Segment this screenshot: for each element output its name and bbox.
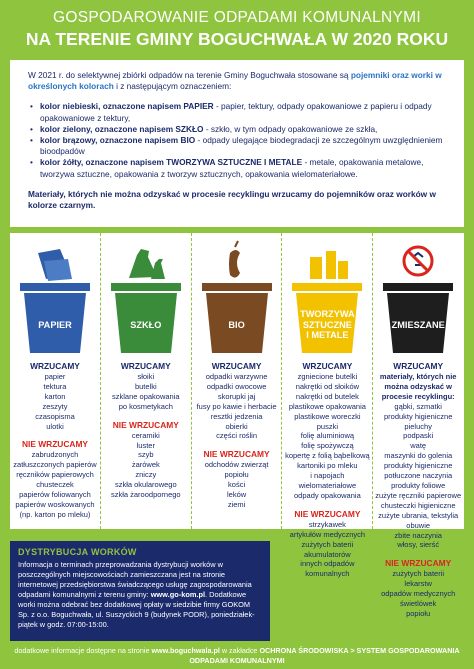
no-item: lekarstw (404, 579, 432, 589)
bin-color-item-title: kolor żółty, oznaczone napisem TWORZYWA SZTUCZNE I METALE (40, 157, 303, 168)
cans-icon-part (310, 257, 322, 279)
distribution-heading: DYSTRYBUCJA WORKÓW (18, 547, 137, 557)
no-header: NIE WRZUCAMY (203, 449, 270, 460)
bottle-icon (129, 249, 165, 279)
yes-item: produkty foliowe (391, 480, 446, 490)
yes-item: kopertę z folią bąbelkową (285, 451, 370, 461)
bin-label (192, 320, 282, 331)
no-item: papierów woskowanych (15, 499, 95, 509)
no-item: żarówek (131, 460, 160, 470)
no-item: chusteczek (36, 480, 74, 490)
yes-item: wielomateriałowe (298, 480, 357, 490)
bin-label (101, 320, 191, 331)
bin-label-line: I METALE (306, 330, 349, 341)
no-item: kości (228, 480, 246, 490)
yes-item: zużyte ręczniki papierowe (375, 490, 462, 500)
bin-color-item (28, 135, 452, 157)
no-item: artykułów medycznych (289, 529, 366, 539)
yes-item: plastikowe opakowania (288, 401, 366, 411)
bin-rules (101, 361, 191, 500)
footer-link[interactable]: www.boguchwala.pl (151, 646, 220, 655)
yes-item: butelki (134, 381, 157, 391)
bin-color-item-title: kolor zielony, oznaczone napisem SZKŁO (40, 123, 204, 134)
bin-label-line: PAPIER (38, 319, 72, 330)
bin-lid (20, 283, 90, 291)
intro-note: Materiały, których nie można odzyskać w procesie recyklingu wrzucamy do pojemników oraz worków w kolorze czarnym. (28, 188, 436, 211)
bin-rules (10, 361, 100, 520)
paper-icon-part (44, 259, 72, 281)
intro-lead-highlight: pojemniki oraz worki w określonych kolorach (28, 70, 442, 92)
title-line-2: NA TERENIE GMINY BOGUCHWAŁA W 2020 ROKU (25, 29, 449, 49)
distribution-link[interactable]: www.go-kom.pl (150, 590, 206, 599)
bin-lid (111, 283, 181, 291)
bin-graphic (373, 233, 463, 358)
yes-subheader: materiały, których nie można odzyskać w procesie recyklingu: (379, 372, 457, 401)
bin-lid (383, 283, 453, 291)
no-item: popiołu (224, 470, 249, 480)
yes-item: folię spożywczą (301, 441, 354, 451)
footer (0, 646, 474, 666)
no-item: akumulatorów (304, 549, 351, 559)
yes-item: części roślin (216, 431, 258, 441)
distribution-text-b: . Dodatkowe worki można odebrać bez dodatkowej opłaty w siedzibie firmy GOKOM Sp. z o.o. Boguchwała, ul. Suszyckich 9 (budynek PODR), poniedziałek-piątek w godz. 07:00-15:00. (18, 590, 255, 629)
no-item: zużytych baterii (392, 569, 445, 579)
bin-color-item-text: - papier, tektury, odpady opakowaniowe z papieru i odpady opakowaniowe z tektury, (40, 101, 432, 123)
no-item: (np. karton po mleku) (19, 509, 91, 519)
no-item: ziemi (227, 499, 246, 509)
no-item: innych odpadów (300, 559, 355, 569)
yes-item: folię aluminiową (300, 431, 355, 441)
yes-item: kartoniki po mleku (297, 461, 358, 471)
yes-header: WRZUCAMY (211, 361, 262, 371)
no-item: popiołu (406, 608, 431, 618)
no-item: odpadów medycznych (381, 589, 456, 599)
no-item: strzykawek (308, 519, 346, 529)
yes-item: resztki jedzenia (210, 411, 263, 421)
bin-color-list (28, 101, 452, 179)
yes-header: WRZUCAMY (393, 361, 444, 371)
yes-item: puszki (316, 421, 339, 431)
no-item: szkła okularowego (114, 480, 177, 490)
yes-header: WRZUCAMY (120, 361, 171, 371)
bin-color-item-title: kolor brązowy, oznaczone napisem BIO (40, 135, 196, 146)
intro-panel (10, 60, 464, 227)
yes-item: watę (410, 441, 427, 451)
yes-item: produkty higieniczne (383, 411, 453, 421)
no-item: leków (227, 490, 247, 500)
no-header: NIE WRZUCAMY (112, 419, 179, 430)
bin-column-bio (192, 233, 283, 529)
cans-icon-part (338, 261, 348, 279)
bin-color-item (28, 101, 452, 123)
yes-item: gąbki, szmatki (394, 401, 442, 411)
bin-label (373, 320, 463, 331)
distribution-box (10, 541, 270, 641)
page-title (0, 8, 474, 50)
title-line-1: GOSPODAROWANIE ODPADAMI KOMUNALNYMI (53, 9, 421, 26)
yes-item: chusteczki higieniczne (380, 500, 456, 510)
yes-item: słoiki (137, 372, 155, 381)
yes-item: karton (44, 391, 66, 401)
yes-item: skorupki jaj (217, 391, 256, 401)
yes-item: plastikowe woreczki (294, 411, 361, 421)
yes-item: odpadki warzywne (205, 372, 268, 381)
yes-item: produkty higieniczne (383, 461, 453, 471)
no-header: NIE WRZUCAMY (21, 439, 89, 450)
yes-item: czasopisma (35, 411, 75, 421)
no-item: szyb (138, 450, 154, 460)
bin-graphic (10, 233, 100, 358)
bin-color-item-title: kolor niebieski, oznaczone napisem PAPIER (40, 101, 214, 112)
apple-core-icon-part (235, 241, 238, 247)
yes-item: zeszyty (42, 401, 68, 411)
paper-icon (38, 249, 72, 281)
no-recycling-icon (404, 247, 432, 275)
yes-header: WRZUCAMY (302, 361, 353, 371)
no-item: luster (136, 440, 155, 450)
yes-item: po kosmetykach (118, 401, 173, 411)
no-item: szkła żaroodpornego (110, 490, 181, 500)
cans-icon-part (326, 251, 336, 279)
bin-lid (292, 283, 362, 291)
yes-item: nakrętki od butelek (295, 391, 359, 401)
yes-item: zużyte ubrania, tekstylia (378, 510, 459, 520)
bin-label-line: TWORZYWA (300, 309, 355, 320)
no-item: zniczy (135, 470, 157, 480)
bin-rules (192, 361, 282, 510)
bin-rules (282, 361, 372, 579)
bin-label (10, 320, 100, 331)
yes-item: ulotki (46, 421, 64, 431)
yes-item: zgniecione butelki (297, 372, 358, 381)
yes-item: papier (44, 372, 66, 381)
intro-lead (28, 70, 452, 92)
footer-text-a: dodatkowe informacje dostępne na stronie (14, 646, 152, 655)
yes-item: fusy po kawie i herbacie (196, 401, 277, 411)
cans-icon (310, 251, 348, 279)
yes-item: podpaski (403, 431, 434, 441)
bin-label-line: BIO (228, 319, 245, 330)
no-item: ręczników papierowych (16, 470, 94, 480)
no-item: papierów foliowanych (19, 490, 91, 500)
distribution-text (18, 560, 262, 630)
footer-section: OCHRONA ŚRODOWISKA > SYSTEM GOSPODAROWANIA ODPADAMI KOMUNALNYMI (189, 646, 460, 665)
no-item: zużytych baterii (301, 539, 354, 549)
no-header: NIE WRZUCAMY (385, 558, 452, 569)
yes-item: nakrętki od słoików (295, 381, 360, 391)
bin-graphic (101, 233, 191, 358)
yes-item: odpadki owocowe (206, 381, 267, 391)
yes-item: maszynki do golenia (384, 451, 453, 461)
bin-color-item-text: - metale, opakowania metalowe, tworzywa sztuczne, opakowania z tworzyw sztucznych, opakowania wielomateriałowe. (40, 157, 424, 179)
no-item: zatłuszczonych papierów (13, 460, 97, 470)
apple-core-icon-part (229, 250, 240, 278)
bin-color-item-text: - szkło, w tym odpady opakowaniowe ze szkła, (203, 123, 378, 134)
bin-color-item (28, 124, 452, 135)
yes-header: WRZUCAMY (30, 361, 80, 371)
apple-core-icon (229, 241, 240, 278)
bin-rules (373, 361, 463, 619)
distribution-text-a: Informacja o terminach przeprowadzania dystrybucji worków w poszczególnych miejscowościach zamieszczana jest na stronie internetowej przedsiębiorstwa świadczącego usługę zagospodarowania odpadami komunalnymi z terenu gminy: (18, 560, 252, 599)
yes-item: pieluchy (404, 421, 432, 431)
yes-item: obuwie (406, 520, 431, 530)
bin-column-szk-o (101, 233, 192, 529)
no-item: świetlówek (400, 599, 437, 609)
bin-color-item (28, 157, 452, 179)
no-item: odchodów zwierząt (204, 460, 269, 470)
bin-label-line: SZTUCZNE (302, 319, 352, 330)
yes-item: i napojach (310, 471, 345, 481)
bin-lid (202, 283, 272, 291)
yes-item: szklane opakowania (112, 391, 180, 401)
bin-column-papier (10, 233, 101, 529)
bin-color-item-text: - odpady ulegające biodegradacji ze szczególnym uwzględnieniem bioodpadów (40, 135, 443, 157)
yes-item: włosy, sierść (397, 540, 440, 550)
intro-lead-end: i z następującym oznaczeniem: (113, 81, 232, 92)
no-item: zabrudzonych (31, 450, 79, 460)
yes-item: potłuczone naczynia (384, 471, 453, 481)
bin-column-zmieszane (373, 233, 464, 618)
yes-item: odpady opakowania (294, 490, 361, 500)
footer-text-b: w zakładce (219, 646, 260, 655)
yes-item: obierki (225, 421, 248, 431)
no-item: ceramiki (131, 430, 160, 440)
bin-graphic (192, 233, 282, 358)
yes-item: tektura (43, 381, 67, 391)
intro-lead-text: W 2021 r. do selektywnej zbiórki odpadów na terenie Gminy Boguchwała stosowane są (28, 70, 351, 80)
no-item: komunalnych (305, 569, 350, 579)
yes-item: zbite naczynia (394, 530, 442, 540)
bin-label-line: ZMIESZANE (391, 319, 445, 330)
bin-column-tworzywa-sztuczne-i-metale (282, 233, 373, 579)
bin-label-line: SZKŁO (130, 319, 162, 330)
bin-label (282, 309, 372, 341)
no-header: NIE WRZUCAMY (294, 508, 361, 519)
